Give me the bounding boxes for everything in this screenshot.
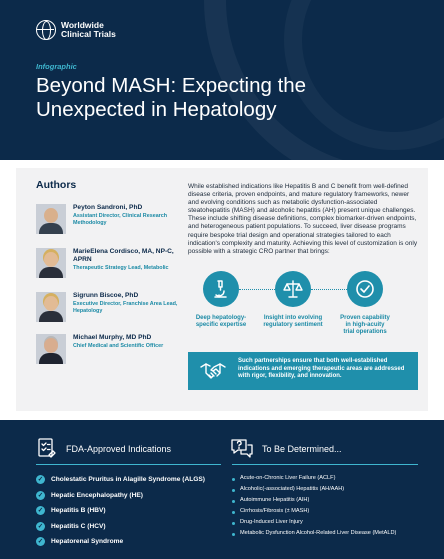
avatar: [36, 248, 66, 278]
question-chat-icon: [230, 438, 254, 460]
author-name: Peyton Sandroni, PhD: [73, 204, 143, 211]
list-item: [36, 537, 221, 553]
feature-label: [186, 315, 256, 329]
author-card: [36, 292, 176, 336]
divider: [36, 464, 221, 465]
microscope-icon: [203, 271, 239, 307]
avatar: [36, 292, 66, 322]
list-item-text: Hepatitis C (HCV): [51, 522, 106, 530]
bullet-icon: [232, 533, 235, 536]
fda-heading: FDA-Approved Indications: [66, 444, 172, 454]
feature-label-line: Deep hepatology-: [195, 315, 247, 321]
tbd-list: [232, 475, 422, 541]
list-item: [36, 475, 221, 491]
list-item-text: Autoimmune Hepatitis (AIH): [240, 497, 310, 503]
list-item-text: Metabolic Dysfunction Alcohol-Related Liver Disease (MetALD): [240, 530, 397, 536]
list-item: [36, 491, 221, 507]
divider: [232, 464, 418, 465]
feature-label-line: in high-acuity: [345, 322, 385, 329]
fda-list: [36, 475, 221, 553]
list-item-text: Drug-Induced Liver Injury: [240, 519, 303, 525]
avatar: [36, 204, 66, 234]
list-item: [36, 522, 221, 538]
check-badge-icon: ✓: [37, 522, 44, 530]
list-item-text: Alcoholic(-associated) Hepatitis (AH/AAH): [240, 486, 345, 492]
feature-operations: [330, 271, 400, 337]
title-line-1: Beyond MASH: Expecting the: [36, 74, 307, 97]
list-item-text: Hepatitis B (HBV): [51, 507, 106, 514]
tbd-heading: To Be Determined...: [262, 444, 342, 454]
list-item-text: Cirrhosis/Fibrosis (± MASH): [240, 508, 310, 514]
list-item: [232, 530, 422, 537]
feature-label-line: Proven capability: [340, 315, 390, 321]
content-type-tag: Infographic: [36, 62, 77, 71]
bullet-icon: [232, 511, 235, 514]
check-badge-icon: ✓: [37, 491, 44, 499]
check-badge-icon: ✓: [37, 507, 44, 514]
check-badge-icon: ✓: [37, 538, 44, 545]
avatar: [36, 334, 66, 364]
company-logo: [36, 20, 116, 40]
bullet-icon: [232, 522, 235, 525]
check-badge-icon: ✓: [37, 476, 44, 483]
checklist-icon: [38, 438, 56, 458]
author-card: [36, 334, 176, 378]
authors-section: [16, 168, 178, 411]
logo-line-2: Clinical Trials: [61, 29, 116, 39]
scales-icon: [275, 271, 311, 307]
feature-label-line: Insight into evolving: [263, 315, 323, 321]
author-name: Michael Murphy, MD PhD: [73, 334, 152, 341]
title-line-2: Unexpected in Hepatology: [36, 98, 277, 121]
globe-icon: [36, 20, 56, 40]
list-item: [232, 508, 422, 515]
author-name: MarieElena Cordisco, MA, NP-C, APRN: [73, 248, 174, 263]
author-name: Sigrunn Biscoe, PhD: [73, 292, 139, 299]
list-item: [36, 506, 221, 522]
logo-text: [61, 21, 116, 39]
author-role: Assistant Director, Clinical Research Methodology: [73, 213, 168, 226]
bullet-icon: [232, 500, 235, 503]
partnership-callout: [188, 352, 418, 390]
author-role: Therapeutic Strategy Lead, Metabolic: [73, 265, 169, 271]
author-card: [36, 204, 176, 248]
author-card: [36, 248, 176, 292]
list-item-text: Cholestatic Pruritus in Alagille Syndrome (ALGS): [51, 476, 205, 483]
feature-label-line: regulatory sentiment: [263, 322, 323, 329]
authors-heading: Authors: [36, 179, 77, 191]
feature-expertise: [186, 271, 256, 329]
bullet-icon: [232, 478, 235, 481]
page-title: [36, 74, 416, 122]
intro-paragraph: While established indications like Hepatitis B and C benefit from well-defined disease criteria, proven endpoints, and mature regulatory frameworks, newer and evolving conditions such as metabolic dysfunction-associated steatohepatitis (MASH) and alcoholic hepatitis (AH) present unique challenges. These include shifting disease definitions, complex biomarker-driven endpoints, and heterogeneous patient populations. To succeed, liver disease programs require bespoke trial design and operational strategies tailored to each indication's complexity and maturity. Achieving this level of customization is only possible with a strategic CRO partner that brings:: [188, 183, 418, 255]
logo-line-1: Worldwide: [61, 20, 104, 30]
bullet-icon: [232, 489, 235, 492]
check-circle-icon: [347, 271, 383, 307]
list-item: [232, 486, 422, 493]
feature-regulatory: [258, 271, 328, 329]
feature-label: [330, 315, 400, 337]
partnership-text: Such partnerships ensure that both well-established indications and emerging therapeutic areas are addressed with rigor, flexibility, and innovation.: [238, 358, 405, 380]
list-item-text: Hepatic Encephalopathy (HE): [51, 491, 143, 499]
handshake-icon: [200, 359, 226, 383]
hero-banner: [0, 0, 444, 160]
list-item: [232, 475, 422, 482]
feature-label: [258, 315, 328, 329]
list-item: [232, 519, 422, 526]
author-role: Executive Director, Franchise Area Lead, Hepatology: [73, 301, 178, 314]
feature-label-line: specific expertise: [195, 322, 247, 329]
list-item-text: Acute-on-Chronic Liver Failure (ACLF): [240, 475, 336, 481]
list-item-text: Hepatorenal Syndrome: [51, 538, 124, 545]
author-role: Chief Medical and Scientific Officer: [73, 343, 164, 349]
feature-label-line: trial operations: [343, 329, 387, 336]
list-item: [232, 497, 422, 504]
